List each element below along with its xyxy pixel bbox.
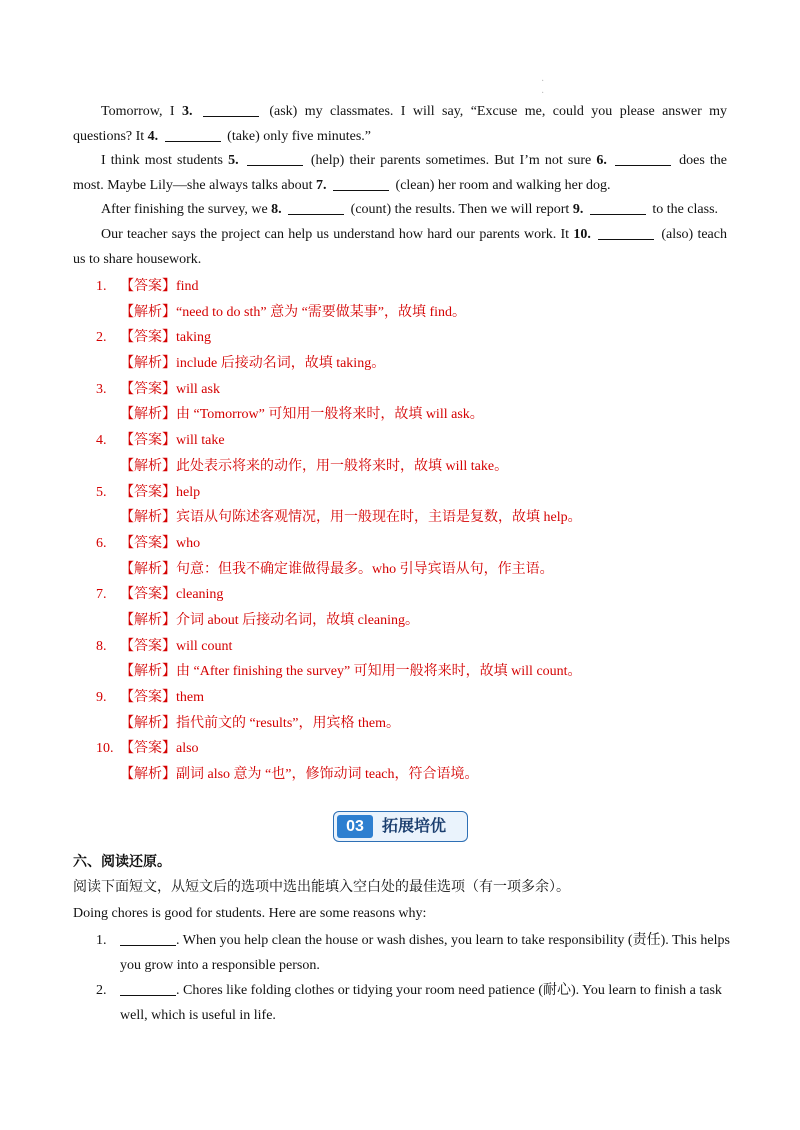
answer-row: 1. 【答案】find — [96, 279, 199, 294]
answer-key — [96, 274, 736, 788]
reading-item-1: 1. . When you help clean the house or wash dishes, you learn to take responsibility (责任). This helps you grow into a responsible person. — [96, 933, 730, 973]
reading-item-2: 2. . Chores like folding clothes or tidying your room need patience (耐心). You learn to finish a task well, which is useful in life. — [96, 983, 722, 1023]
answer-row: 5. 【答案】help — [96, 484, 201, 500]
passage-paragraph-4: Our teacher says the project can help us understand how hard our parents work. It 10. (also) teach us to share housework. — [73, 227, 727, 267]
section-instruction: 阅读下面短文，从短文后的选项中选出能填入空白处的最佳选项（有一项多余）。 — [73, 879, 570, 895]
analysis-row: 【解析】指代前文的 “results”，用宾格 them。 — [120, 715, 400, 731]
blank-5 — [247, 151, 303, 166]
blank-8 — [288, 200, 344, 215]
analysis-row: 【解析】include 后接动名词，故填 taking。 — [120, 356, 386, 372]
answer-row: 9. 【答案】them — [96, 690, 204, 705]
reading-blank-1 — [120, 931, 176, 946]
section-badge — [333, 811, 468, 842]
reading-blank-2 — [120, 981, 176, 996]
analysis-row: 【解析】句意：但我不确定谁做得最多。who 引导宾语从句，作主语。 — [120, 561, 554, 577]
blank-6 — [615, 151, 671, 166]
section-title: 六、阅读还原。 — [73, 854, 171, 870]
blank-4 — [165, 127, 221, 142]
analysis-row: 【解析】介词 about 后接动名词，故填 cleaning。 — [120, 612, 420, 628]
passage-paragraph-3: After finishing the survey, we 8. (count) the results. Then we will report 9. to the class. — [101, 202, 719, 217]
analysis-row: 【解析】由 “After finishing the survey” 可知用一般将来时，故填 will count。 — [120, 664, 582, 680]
badge-title: 拓展培优 — [382, 816, 447, 835]
badge-number: 03 — [337, 815, 373, 838]
answer-row: 6. 【答案】who — [96, 535, 201, 551]
analysis-row: 【解析】副词 also 意为 “也”，修饰动词 teach，符合语境。 — [120, 767, 479, 783]
analysis-row: 【解析】此处表示将来的动作，用一般将来时，故填 will take。 — [120, 458, 509, 474]
passage-paragraph-2: I think most students 5. (help) their parents sometimes. But I’m not sure 6. does the most. Maybe Lily—she always talks about 7. (clean) her room and walking her dog. — [73, 153, 727, 193]
answer-row: 3. 【答案】will ask — [96, 381, 220, 397]
blank-9 — [590, 200, 646, 215]
decorative-dots: · · — [541, 76, 545, 99]
blank-3 — [203, 102, 259, 117]
analysis-row: 【解析】宾语从句陈述客观情况，用一般现在时，主语是复数，故填 help。 — [120, 510, 582, 526]
answer-row: 7. 【答案】cleaning — [96, 587, 224, 603]
reading-intro: Doing chores is good for students. Here are some reasons why: — [73, 906, 427, 921]
answer-row: 2. 【答案】taking — [96, 330, 211, 346]
blank-10 — [598, 225, 654, 240]
passage-paragraph-1: Tomorrow, I 3. (ask) my classmates. I will say, “Excuse me, could you please answer my questions? It 4. (take) only five minutes.” — [73, 104, 728, 144]
answer-row: 4. 【答案】will take — [96, 433, 225, 449]
blank-7 — [333, 176, 389, 191]
answer-row: 8. 【答案】will count — [96, 638, 233, 654]
answer-row: 10. 【答案】also — [96, 741, 199, 757]
analysis-row: 【解析】由 “Tomorrow” 可知用一般将来时，故填 will ask。 — [120, 407, 484, 423]
analysis-row: 【解析】“need to do sth” 意为 “需要做某事”，故填 find。 — [120, 304, 467, 320]
